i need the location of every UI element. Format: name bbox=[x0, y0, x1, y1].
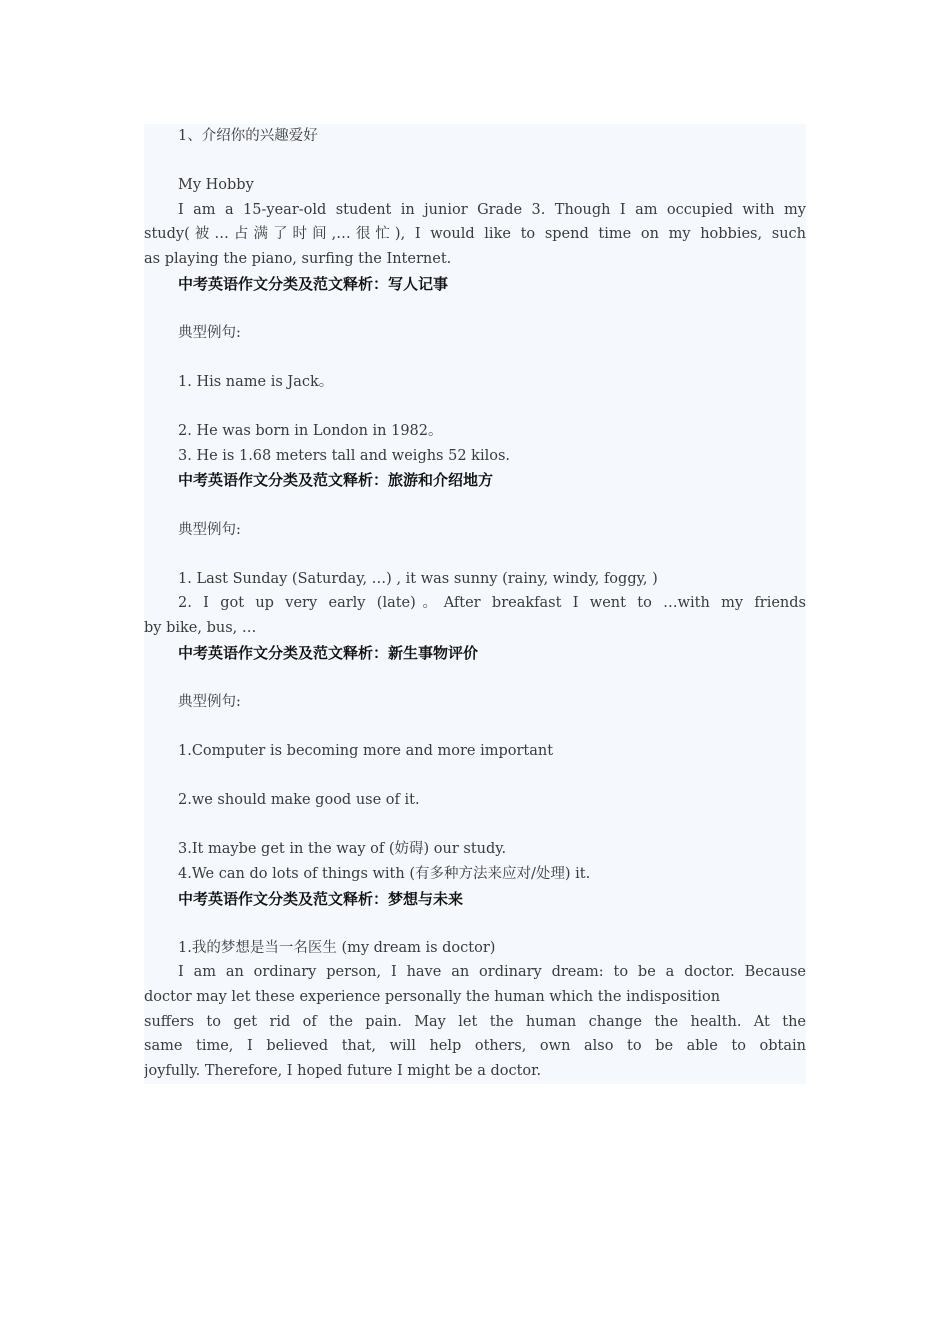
text-line: doctor may let these experience personally the human which the indisposition bbox=[144, 989, 721, 1005]
section-heading: 中考英语作文分类及范文释析：新生事物评价 bbox=[178, 643, 479, 662]
text-line: 1. His name is Jack。 bbox=[178, 374, 334, 390]
section-heading: 中考英语作文分类及范文释析：梦想与未来 bbox=[178, 889, 464, 908]
text-line: 1.Computer is becoming more and more important bbox=[178, 743, 554, 759]
text-line: 3.It maybe get in the way of (妨碍) our study. bbox=[178, 841, 507, 858]
text-line: 1. Last Sunday (Saturday, …) , it was sunny (rainy, windy, foggy, ) bbox=[178, 570, 658, 587]
text-line: joyfully. Therefore, I hoped future I might be a doctor. bbox=[144, 1062, 542, 1079]
blank-line bbox=[144, 345, 806, 370]
text-line: 2.we should make good use of it. bbox=[178, 792, 420, 809]
section-heading: 中考英语作文分类及范文释析：写人记事 bbox=[178, 274, 449, 293]
text-line: 2. He was born in London in 1982。 bbox=[178, 423, 443, 440]
blank-line bbox=[144, 395, 806, 420]
blank-line bbox=[144, 296, 806, 321]
text-line: 典型例句: bbox=[178, 324, 241, 341]
document-body bbox=[144, 124, 806, 1084]
text-line: 4.We can do lots of things with (有多种方法来应对/处理) it. bbox=[178, 866, 591, 882]
text-line: by bike, bus, … bbox=[144, 620, 257, 636]
text-line: suffers to get rid of the pain. May let the human change the health. At the bbox=[144, 1013, 806, 1030]
text-line: same time, I believed that, will help others, own also to be able to obtain bbox=[144, 1038, 806, 1055]
section-heading: 中考英语作文分类及范文释析：旅游和介绍地方 bbox=[178, 471, 494, 490]
text-line: 典型例句: bbox=[178, 521, 241, 538]
blank-line bbox=[144, 149, 806, 174]
blank-line bbox=[144, 714, 806, 739]
blank-line bbox=[144, 542, 806, 567]
text-line: I am a 15-year-old student in junior Grade 3. Though I am occupied with my bbox=[178, 201, 806, 218]
text-line: 1、介绍你的兴趣爱好 bbox=[178, 128, 318, 144]
blank-line bbox=[144, 665, 806, 690]
text-line: 2. I got up very early (late)。After breakfast I went to …with my friends bbox=[178, 595, 806, 612]
blank-line bbox=[144, 911, 806, 936]
text-line: My Hobby bbox=[178, 177, 254, 194]
blank-line bbox=[144, 764, 806, 789]
text-line: study(被…占满了时间,…很忙), I would like to spend time on my hobbies, such bbox=[144, 226, 806, 243]
text-line: I am an ordinary person, I have an ordinary dream: to be a doctor. Because bbox=[178, 964, 806, 981]
text-line: 3. He is 1.68 meters tall and weighs 52 kilos. bbox=[178, 447, 511, 464]
text-line: 典型例句: bbox=[178, 693, 241, 710]
blank-line bbox=[144, 493, 806, 518]
text-line: as playing the piano, surfing the Internet. bbox=[144, 251, 452, 267]
blank-line bbox=[144, 813, 806, 838]
text-line: 1.我的梦想是当一名医生 (my dream is doctor) bbox=[178, 939, 496, 956]
